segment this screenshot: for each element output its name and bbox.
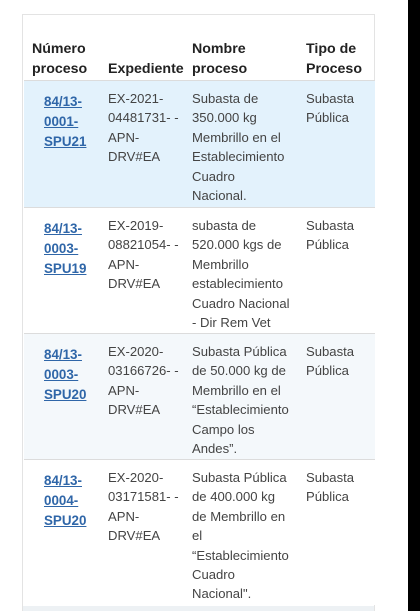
expediente-cell: EX-2020- 03171581- - APN- DRV#EA [108, 470, 179, 544]
tipo-cell: Subasta Pública [306, 470, 355, 505]
numero-cell [24, 460, 108, 531]
table-row [24, 207, 375, 333]
right-edge-bar [408, 0, 420, 611]
proceso-link[interactable]: 84/13- 0003- SPU20 [44, 347, 87, 402]
table-bottom-strip [23, 606, 374, 611]
header-tipo-proceso: Tipo de Proceso [306, 41, 362, 77]
tipo-cell: Subasta Pública [306, 218, 355, 253]
nombre-cell: Subasta Pública de 50.000 kg de Membrillo en el “Establecimiento Campo los Andes”. [192, 344, 289, 457]
numero-cell [24, 208, 108, 279]
tipo-cell: Subasta Pública [306, 344, 355, 379]
numero-cell [24, 334, 108, 405]
nombre-cell: Subasta de 350.000 kg Membrillo en el Establecimiento Cuadro Nacional. [192, 91, 285, 204]
nombre-cell: Subasta Pública de 400.000 kg de Membrillo en el “Establecimiento Cuadro Nacional". [192, 470, 289, 602]
table-row [24, 459, 375, 605]
proceso-link[interactable]: 84/13- 0003- SPU19 [44, 221, 87, 276]
table-row [24, 80, 375, 207]
procesos-table [24, 30, 375, 605]
tipo-cell: Subasta Pública [306, 91, 355, 126]
numero-cell [24, 81, 108, 152]
proceso-link[interactable]: 84/13- 0001- SPU21 [44, 94, 87, 149]
expediente-cell: EX-2020- 03166726- - APN- DRV#EA [108, 344, 179, 418]
expediente-cell: EX-2019- 08821054- - APN- DRV#EA [108, 218, 179, 292]
header-numero-proceso: Número proceso [32, 41, 88, 77]
left-margin [0, 0, 12, 181]
header-expediente: Expediente [108, 61, 184, 77]
nombre-cell: subasta de 520.000 kgs de Membrillo establecimiento Cuadro Nacional - Dir Rem Vet [192, 218, 290, 331]
table-header-row [24, 30, 375, 80]
proceso-link[interactable]: 84/13- 0004- SPU20 [44, 473, 87, 528]
header-nombre-proceso: Nombre proceso [192, 41, 248, 77]
table-row [24, 333, 375, 459]
expediente-cell: EX-2021- 04481731- - APN- DRV#EA [108, 91, 179, 165]
